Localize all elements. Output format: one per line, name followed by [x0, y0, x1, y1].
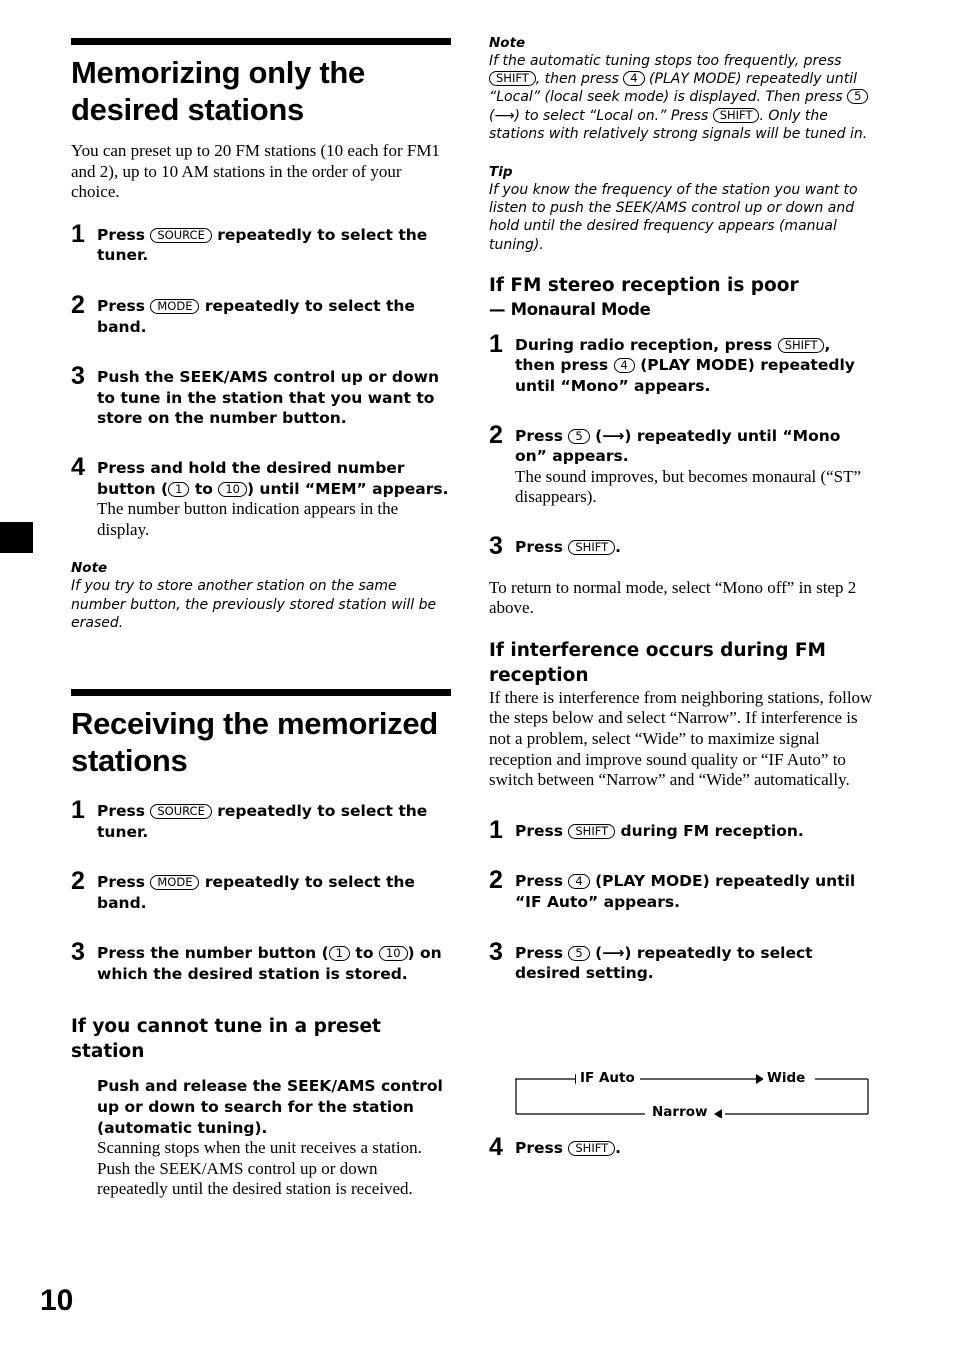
- section-title-receiving: Receiving the memorized stations: [71, 705, 438, 778]
- mono-heading: If FM stereo reception is poor: [489, 274, 799, 296]
- if-auto-label: IF Auto: [576, 1070, 639, 1086]
- shift-key: SHIFT: [568, 1141, 615, 1156]
- mode-key: MODE: [150, 299, 199, 314]
- interference-step-2: 2 Press 4 (PLAY MODE) repeatedly until “IF Auto” appears.: [489, 866, 856, 911]
- receive-step-3: 3 Press the number button ( 1 to 10 ) on which the desired station is stored.: [71, 938, 442, 983]
- mono-step-3: 3 Press SHIFT .: [489, 531, 622, 560]
- preset-tune-heading: If you cannot tune in a preset station: [71, 1016, 381, 1063]
- shift-key: SHIFT: [568, 824, 615, 839]
- left-column: [71, 38, 451, 1200]
- number-key-1: 1: [168, 482, 189, 497]
- mono-step-2: 2 Press 5 (⟶) repeatedly until “Mono on” appears. The sound improves, but becomes monaural (“ST” disappears).: [489, 420, 862, 507]
- mode-key: MODE: [150, 875, 199, 890]
- memorizing-intro: You can preset up to 20 FM stations (10 each for FM1 and 2), up to 10 AM stations in the order of your choice.: [71, 141, 440, 202]
- number-key-4: 4: [568, 874, 589, 889]
- number-key-4: 4: [623, 71, 644, 86]
- mono-step-1: 1 During radio reception, press SHIFT , then press 4 (PLAY MODE) repeatedly until “Mono” appears.: [489, 329, 855, 396]
- section-rule: [71, 689, 451, 696]
- shift-key: SHIFT: [713, 108, 760, 123]
- wide-label: Wide: [763, 1070, 809, 1086]
- number-key-5: 5: [568, 946, 589, 961]
- interference-step-1: 1 Press SHIFT during FM reception.: [489, 815, 804, 844]
- right-arrow-icon: ⟶: [602, 426, 625, 445]
- right-column: [489, 34, 874, 984]
- receive-step-2: 2 Press MODE repeatedly to select the band.: [71, 867, 415, 912]
- narrow-label: Narrow: [648, 1104, 711, 1120]
- number-key-10: 10: [218, 482, 247, 497]
- memorize-step-4: 4 Press and hold the desired number button ( 1 to 10 ) until “MEM” appears. The number button indication appears in the display.: [71, 452, 449, 539]
- interference-heading: If interference occurs during FM reception: [489, 639, 826, 686]
- memorize-step-3: 3 Push the SEEK/AMS control up or down to tune in the station that you want to store on the number button.: [71, 362, 439, 428]
- number-key-5: 5: [847, 89, 868, 104]
- shift-key: SHIFT: [489, 71, 536, 86]
- interference-step-4: 4 Press SHIFT .: [489, 1133, 622, 1161]
- mono-return-text: To return to normal mode, select “Mono off” in step 2 above.: [489, 577, 857, 618]
- shift-key: SHIFT: [568, 540, 615, 555]
- interference-step-4-wrap: [489, 1133, 874, 1161]
- number-key-10: 10: [379, 946, 408, 961]
- memorize-step-2: 2 Press MODE repeatedly to select the band.: [71, 290, 415, 336]
- memorize-step-1: 1 Press SOURCE repeatedly to select the tuner.: [71, 219, 428, 265]
- shift-key: SHIFT: [778, 338, 825, 353]
- section-title-memorizing: Memorizing only the desired stations: [71, 55, 365, 127]
- receive-step-1: 1 Press SOURCE repeatedly to select the tuner.: [71, 795, 428, 841]
- source-key: SOURCE: [150, 804, 211, 819]
- source-key: SOURCE: [150, 228, 211, 243]
- interference-step-3: 3 Press 5 (⟶) repeatedly to select desired setting.: [489, 937, 813, 983]
- number-key-4: 4: [614, 358, 635, 373]
- preset-tune-instructions: Push and release the SEEK/AMS control up or down to search for the station (automatic tuning). Scanning stops when the unit receives a station. Push the SEEK/AMS control up or down repeatedly until the desired station is received.: [97, 1077, 443, 1199]
- memorize-note: Note If you try to store another station on the same number button, the previously stored station will be erased.: [71, 560, 437, 631]
- mono-subheading: — Monaural Mode: [489, 299, 651, 319]
- tuning-note: Note If the automatic tuning stops too frequently, press SHIFT , then press 4 (PLAY MODE) repeatedly until “Local” (local seek mode) is displayed. Then press 5 (⟶) to select “Local on.” Press SHIFT . Only the stations with relatively strong signals will be tuned in.: [489, 35, 868, 142]
- number-key-1: 1: [329, 946, 350, 961]
- section-tab-marker: [0, 522, 33, 553]
- page-number: 10: [40, 1284, 74, 1317]
- section-rule: [71, 38, 451, 45]
- manual-tuning-tip: Tip If you know the frequency of the station you want to listen to push the SEEK/AMS control up or down and hold until the desired frequency appears (manual tuning).: [489, 164, 858, 253]
- if-mode-cycle-diagram: [515, 1068, 870, 1118]
- number-key-5: 5: [568, 429, 589, 444]
- right-arrow-icon: ⟶: [494, 107, 515, 124]
- interference-intro: If there is interference from neighboring stations, follow the steps below and select “Narrow”. If interference is not a problem, select “Wide” to maximize signal reception and improve sound quality or “IF Auto” to switch between “Narrow” and “Wide” automatically.: [489, 687, 873, 790]
- right-arrow-icon: ⟶: [602, 943, 625, 962]
